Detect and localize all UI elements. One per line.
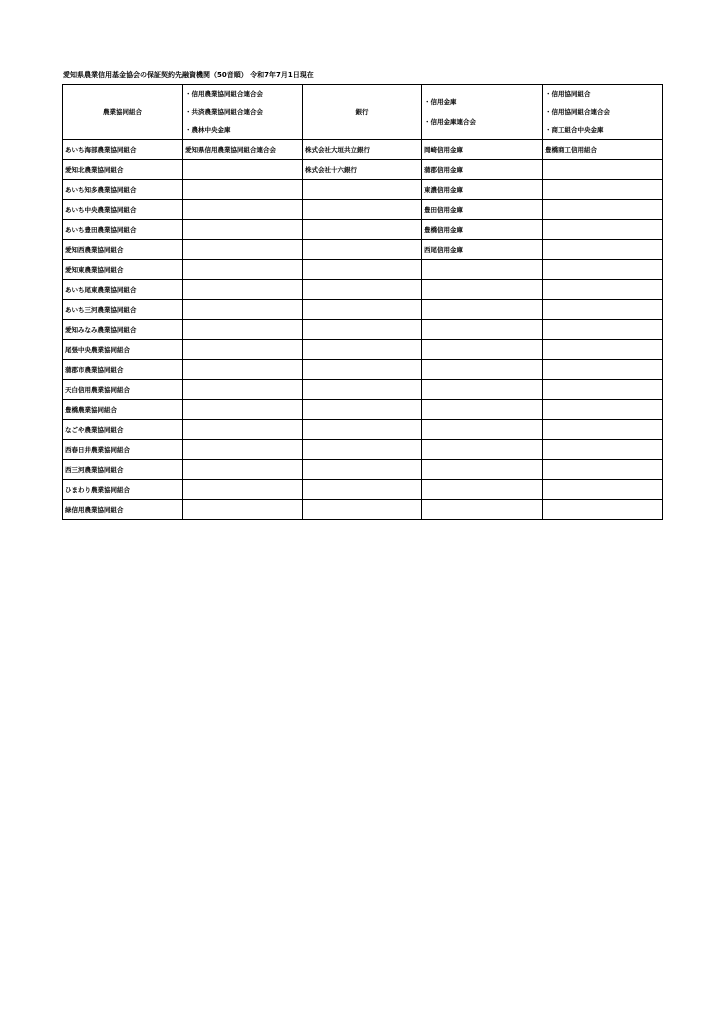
cell-bank [303, 400, 422, 420]
cell-shinkin: 豊橋信用金庫 [422, 220, 543, 240]
cell-credit-federation [183, 360, 303, 380]
cell-bank [303, 180, 422, 200]
cell-bank [303, 220, 422, 240]
cell-shinkin: 西尾信用金庫 [422, 240, 543, 260]
cell-shinkin [422, 300, 543, 320]
cell-credit-coop [543, 280, 663, 300]
cell-credit-coop [543, 460, 663, 480]
cell-shinkin [422, 420, 543, 440]
header-shinkin-line: ・信用金庫 [424, 98, 457, 106]
cell-shinkin [422, 360, 543, 380]
cell-bank [303, 500, 422, 520]
table-row [63, 260, 663, 280]
header-credit-federations-line: ・信用農業協同組合連合会 [185, 90, 263, 98]
cell-credit-coop [543, 340, 663, 360]
header-credit-federations-line: ・共済農業協同組合連合会 [185, 108, 263, 116]
cell-credit-federation [183, 400, 303, 420]
cell-bank [303, 260, 422, 280]
cell-bank [303, 300, 422, 320]
cell-credit-federation [183, 460, 303, 480]
cell-credit-federation [183, 340, 303, 360]
cell-agricultural-coop: あいち三河農業協同組合 [63, 300, 183, 320]
cell-bank [303, 480, 422, 500]
cell-credit-coop [543, 380, 663, 400]
header-credit-coop [543, 85, 663, 140]
cell-credit-coop: 豊橋商工信用組合 [543, 140, 663, 160]
cell-shinkin: 東濃信用金庫 [422, 180, 543, 200]
table-row [63, 300, 663, 320]
cell-credit-coop [543, 320, 663, 340]
cell-agricultural-coop: あいち海部農業協同組合 [63, 140, 183, 160]
cell-shinkin [422, 500, 543, 520]
cell-bank [303, 440, 422, 460]
cell-bank [303, 320, 422, 340]
cell-shinkin: 岡崎信用金庫 [422, 140, 543, 160]
cell-agricultural-coop: 愛知北農業協同組合 [63, 160, 183, 180]
cell-credit-coop [543, 220, 663, 240]
cell-bank [303, 340, 422, 360]
cell-agricultural-coop: 緑信用農業協同組合 [63, 500, 183, 520]
header-shinkin [422, 85, 543, 140]
table-row [63, 160, 663, 180]
cell-credit-federation [183, 160, 303, 180]
table-row [63, 320, 663, 340]
cell-credit-coop [543, 480, 663, 500]
cell-agricultural-coop: 愛知みなみ農業協同組合 [63, 320, 183, 340]
cell-agricultural-coop: あいち豊田農業協同組合 [63, 220, 183, 240]
cell-credit-federation [183, 260, 303, 280]
header-credit-coop-line: ・信用協同組合 [545, 90, 591, 98]
cell-shinkin [422, 460, 543, 480]
table-row [63, 360, 663, 380]
cell-credit-coop [543, 360, 663, 380]
cell-bank [303, 200, 422, 220]
cell-credit-federation [183, 320, 303, 340]
cell-credit-coop [543, 240, 663, 260]
table-body [63, 140, 663, 520]
cell-credit-federation [183, 440, 303, 460]
cell-agricultural-coop: 天白信用農業協同組合 [63, 380, 183, 400]
table-row [63, 340, 663, 360]
table-row [63, 240, 663, 260]
cell-credit-federation [183, 240, 303, 260]
cell-credit-federation [183, 480, 303, 500]
cell-shinkin [422, 400, 543, 420]
cell-credit-coop [543, 160, 663, 180]
header-credit-coop-line: ・信用協同組合連合会 [545, 108, 610, 116]
table-row [63, 460, 663, 480]
financial-institutions-table [62, 84, 663, 520]
cell-agricultural-coop: 愛知東農業協同組合 [63, 260, 183, 280]
table-row [63, 420, 663, 440]
cell-bank: 株式会社十六銀行 [303, 160, 422, 180]
cell-credit-coop [543, 260, 663, 280]
cell-credit-coop [543, 400, 663, 420]
cell-agricultural-coop: なごや農業協同組合 [63, 420, 183, 440]
table-row [63, 400, 663, 420]
cell-bank [303, 380, 422, 400]
cell-credit-federation [183, 420, 303, 440]
cell-bank [303, 420, 422, 440]
cell-credit-coop [543, 500, 663, 520]
cell-credit-federation [183, 380, 303, 400]
page-title: 愛知県農業信用基金協会の保証契約先融資機関（50音順） 令和7年7月1日現在 [63, 71, 314, 79]
cell-shinkin: 蒲郡信用金庫 [422, 160, 543, 180]
table-row [63, 500, 663, 520]
table-row [63, 280, 663, 300]
header-credit-federations [183, 85, 303, 140]
header-credit-federations-line: ・農林中央金庫 [185, 126, 231, 134]
cell-shinkin [422, 320, 543, 340]
cell-agricultural-coop: 蒲郡市農業協同組合 [63, 360, 183, 380]
cell-credit-coop [543, 180, 663, 200]
header-credit-coop-line: ・商工組合中央金庫 [545, 126, 604, 134]
cell-agricultural-coop: あいち中央農業協同組合 [63, 200, 183, 220]
table-row [63, 480, 663, 500]
cell-credit-federation [183, 220, 303, 240]
cell-agricultural-coop: 尾張中央農業協同組合 [63, 340, 183, 360]
cell-agricultural-coop: 豊橋農業協同組合 [63, 400, 183, 420]
table-row [63, 180, 663, 200]
cell-credit-federation [183, 180, 303, 200]
cell-shinkin [422, 380, 543, 400]
table-row [63, 380, 663, 400]
cell-shinkin [422, 280, 543, 300]
cell-agricultural-coop: 西三河農業協同組合 [63, 460, 183, 480]
cell-shinkin [422, 440, 543, 460]
cell-credit-federation: 愛知県信用農業協同組合連合会 [183, 140, 303, 160]
cell-agricultural-coop: あいち尾東農業協同組合 [63, 280, 183, 300]
cell-shinkin: 豊田信用金庫 [422, 200, 543, 220]
table-header-row [63, 85, 663, 140]
cell-bank [303, 360, 422, 380]
cell-credit-coop [543, 200, 663, 220]
table-row [63, 220, 663, 240]
cell-credit-coop [543, 300, 663, 320]
table-row [63, 440, 663, 460]
cell-credit-coop [543, 440, 663, 460]
cell-shinkin [422, 480, 543, 500]
cell-bank: 株式会社大垣共立銀行 [303, 140, 422, 160]
header-agricultural-coop: 農業協同組合 [63, 85, 183, 140]
cell-bank [303, 460, 422, 480]
cell-agricultural-coop: あいち知多農業協同組合 [63, 180, 183, 200]
cell-credit-federation [183, 300, 303, 320]
cell-shinkin [422, 340, 543, 360]
cell-agricultural-coop: 西春日井農業協同組合 [63, 440, 183, 460]
cell-credit-coop [543, 420, 663, 440]
header-bank: 銀行 [303, 85, 422, 140]
table-row [63, 200, 663, 220]
table-row [63, 140, 663, 160]
cell-credit-federation [183, 280, 303, 300]
cell-bank [303, 240, 422, 260]
cell-credit-federation [183, 200, 303, 220]
cell-agricultural-coop: 愛知西農業協同組合 [63, 240, 183, 260]
cell-shinkin [422, 260, 543, 280]
header-shinkin-line: ・信用金庫連合会 [424, 118, 476, 126]
cell-agricultural-coop: ひまわり農業協同組合 [63, 480, 183, 500]
cell-bank [303, 280, 422, 300]
cell-credit-federation [183, 500, 303, 520]
